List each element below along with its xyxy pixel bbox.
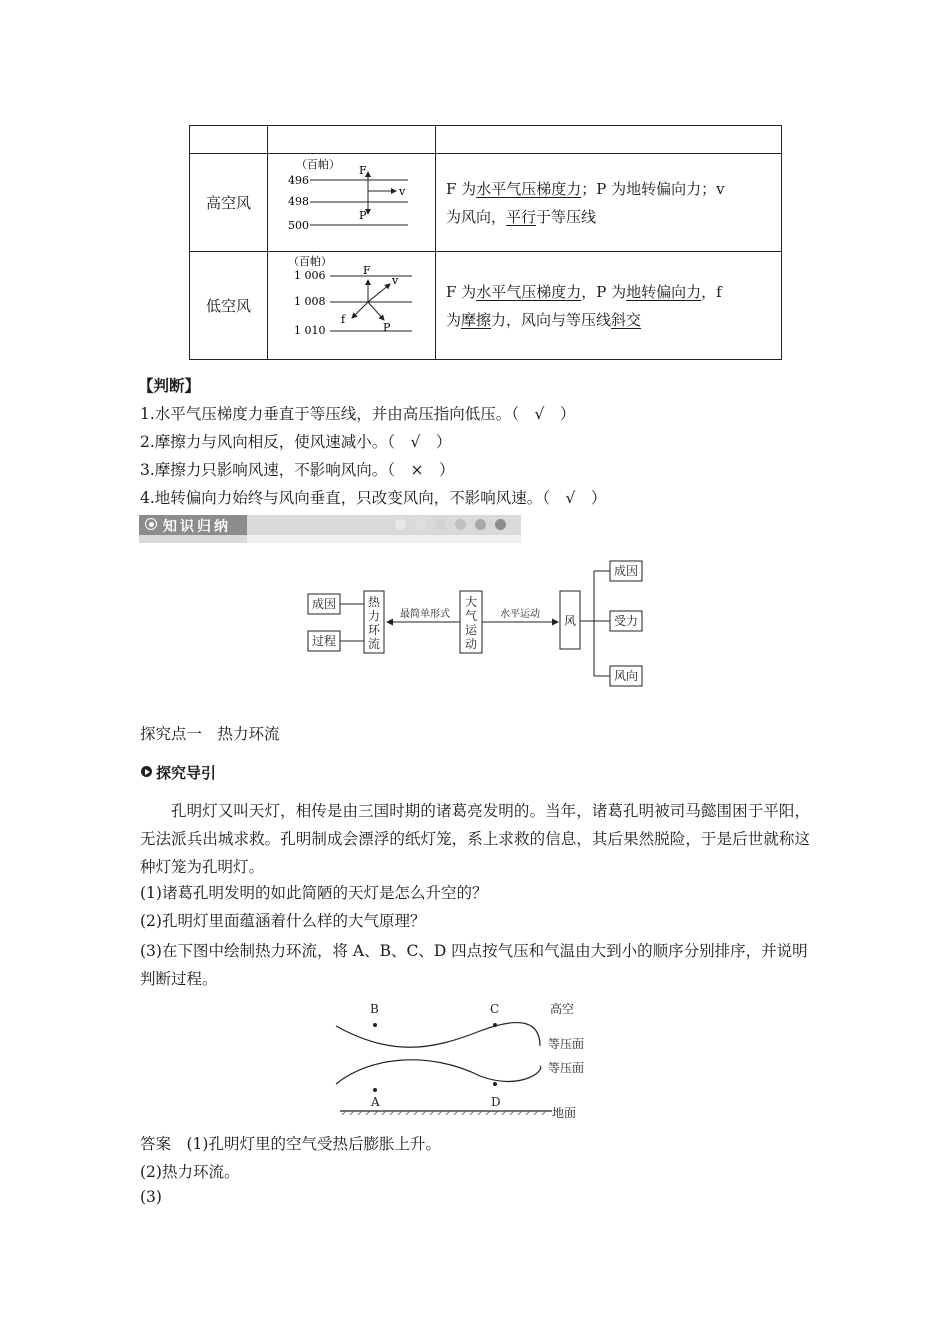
knowledge-banner bbox=[139, 515, 521, 543]
judge-item: 4.地转偏向力始终与风向垂直，只改变风向，不影响风速。（ √ ） bbox=[140, 489, 607, 507]
row-description: F 为水平气压梯度力；P 为地转偏向力；v 为风向，平行于等压线 bbox=[436, 154, 782, 252]
dot-icon bbox=[435, 519, 446, 530]
wind-table bbox=[189, 125, 782, 360]
concept-char: 力 bbox=[367, 609, 381, 623]
dot-icon bbox=[475, 519, 486, 530]
question: (3)在下图中绘制热力环流，将 A、B、C、D 四点按气压和气温由大到小的顺序分别排序，并说明判断过程。 bbox=[140, 942, 808, 988]
concept-label: 成因 bbox=[311, 597, 337, 611]
concept-char: 动 bbox=[464, 637, 478, 651]
answer-line: (2)热力环流。 bbox=[140, 1163, 240, 1181]
thermal-circulation-figure bbox=[330, 996, 600, 1121]
concept-map bbox=[300, 555, 650, 690]
play-triangle bbox=[145, 769, 150, 775]
force-label: P bbox=[359, 209, 367, 222]
concept-label: 风向 bbox=[613, 669, 639, 683]
point-d bbox=[493, 1082, 497, 1086]
concept-char: 大 bbox=[464, 595, 478, 609]
answer-line: 答案 (1)孔明灯里的空气受热后膨胀上升。 bbox=[140, 1135, 441, 1153]
label-isobaric-lower: 等压面 bbox=[548, 1061, 585, 1075]
low-wind-diagram bbox=[268, 252, 435, 355]
level-label: 498 bbox=[288, 195, 309, 208]
concept-char: 运 bbox=[464, 623, 478, 637]
judge-title: 【判断】 bbox=[138, 376, 201, 395]
play-icon bbox=[141, 766, 152, 777]
concept-label: 受力 bbox=[613, 614, 639, 628]
high-wind-figure bbox=[268, 154, 436, 252]
concept-char: 环 bbox=[367, 623, 381, 637]
point-b bbox=[373, 1023, 377, 1027]
unit-label: （百帕） bbox=[296, 158, 340, 171]
point-label: C bbox=[490, 1002, 500, 1016]
underlined-term: 地转偏向力 bbox=[626, 282, 702, 301]
label-isobaric-upper: 等压面 bbox=[548, 1037, 585, 1051]
point-c bbox=[493, 1023, 497, 1027]
section-title: 探究点一 热力环流 bbox=[140, 725, 280, 743]
concept-char: 流 bbox=[367, 637, 381, 651]
concept-label: 成因 bbox=[613, 564, 639, 578]
concept-char: 热 bbox=[367, 595, 381, 609]
banner-title-box bbox=[139, 515, 247, 535]
label-ground: 地面 bbox=[552, 1106, 577, 1120]
judge-item: 1.水平气压梯度力垂直于等压线，并由高压指向低压。（ √ ） bbox=[140, 405, 576, 423]
point-a bbox=[373, 1088, 377, 1092]
isobaric-surface-upper bbox=[336, 1023, 540, 1048]
table-row-low bbox=[190, 252, 782, 360]
banner-strip bbox=[247, 535, 521, 543]
low-wind-figure bbox=[268, 252, 436, 360]
force-label: v bbox=[392, 274, 399, 287]
force-label: P bbox=[383, 321, 391, 334]
high-wind-diagram bbox=[268, 154, 435, 247]
underlined-term: 水平气压梯度力 bbox=[476, 179, 582, 198]
level-label: 500 bbox=[288, 219, 309, 232]
concept-label: 过程 bbox=[311, 634, 337, 648]
unit-label: （百帕） bbox=[288, 255, 332, 268]
header-cell bbox=[190, 126, 268, 154]
friction-arrow bbox=[352, 302, 368, 318]
underlined-term: 斜交 bbox=[611, 310, 642, 329]
intro-paragraph: 孔明灯又叫天灯，相传是由三国时期的诸葛亮发明的。当年，诸葛孔明被司马懿围困于平阳，无法派兵出城求救。孔明制成会漂浮的纸灯笼，系上求救的信息，其后果然脱险，于是后世就称这种灯笼为孔明灯。 bbox=[140, 802, 810, 876]
isobaric-surface-lower bbox=[336, 1060, 541, 1084]
dot-icon bbox=[415, 519, 426, 530]
arrow-label: 水平运动 bbox=[500, 609, 540, 620]
header-cell bbox=[268, 126, 436, 154]
point-label: B bbox=[370, 1002, 379, 1016]
header-cell bbox=[436, 126, 782, 154]
judge-item: 2.摩擦力与风向相反，使风速减小。（ √ ） bbox=[140, 433, 452, 451]
row-name: 低空风 bbox=[190, 252, 268, 360]
wind-arrow bbox=[368, 284, 390, 302]
underlined-term: 平行 bbox=[506, 207, 537, 226]
table-header-row bbox=[190, 126, 782, 154]
banner-title: 知识归纳 bbox=[163, 519, 231, 535]
underlined-term: 摩擦 bbox=[461, 310, 492, 329]
label-sky: 高空 bbox=[550, 1002, 575, 1016]
level-label: 1 006 bbox=[294, 269, 326, 282]
level-label: 1 008 bbox=[294, 295, 326, 308]
concept-char: 气 bbox=[464, 609, 478, 623]
concept-label: 风 bbox=[563, 614, 577, 628]
force-label: F bbox=[359, 164, 367, 177]
force-label: f bbox=[341, 313, 346, 326]
table-row-high bbox=[190, 154, 782, 252]
force-label: v bbox=[399, 185, 406, 198]
row-description: F 为水平气压梯度力，P 为地转偏向力，f 为摩擦力，风向与等压线斜交 bbox=[436, 252, 782, 360]
point-label: D bbox=[491, 1095, 501, 1109]
circle-dot-icon bbox=[149, 522, 154, 527]
point-label: A bbox=[371, 1095, 380, 1109]
dot-icon bbox=[495, 519, 506, 530]
question: (1)诸葛孔明发明的如此简陋的天灯是怎么升空的？ bbox=[140, 884, 488, 902]
coriolis-arrow bbox=[368, 302, 384, 320]
level-label: 496 bbox=[288, 174, 309, 187]
question: (2)孔明灯里面蕴涵着什么样的大气原理？ bbox=[140, 912, 426, 930]
dot-icon bbox=[395, 519, 406, 530]
arrow-label: 最简单形式 bbox=[400, 609, 450, 620]
level-label: 1 010 bbox=[294, 324, 326, 337]
guide-title: 探究导引 bbox=[156, 764, 217, 782]
underlined-term: 水平气压梯度力 bbox=[476, 282, 582, 301]
judge-item: 3.摩擦力只影响风速，不影响风向。（ × ） bbox=[140, 461, 455, 479]
row-name: 高空风 bbox=[190, 154, 268, 252]
dot-icon bbox=[455, 519, 466, 530]
answer-line: (3) bbox=[140, 1188, 162, 1206]
force-label: F bbox=[363, 264, 371, 277]
